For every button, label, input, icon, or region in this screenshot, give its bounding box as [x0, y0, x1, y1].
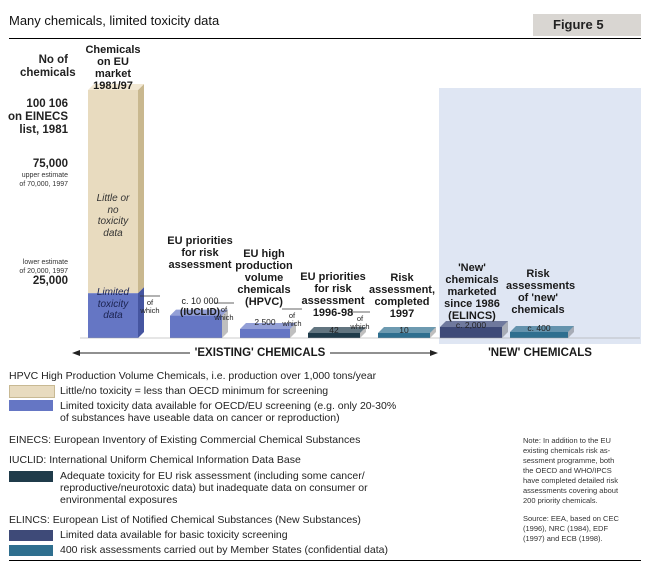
- of-which-label2-1: which: [140, 306, 160, 315]
- of-which-label2-4: which: [350, 322, 370, 331]
- legend-swatch-member: [9, 545, 53, 556]
- legend-swatch-adequate: [9, 471, 53, 482]
- y-axis-title: No of chemicals: [20, 54, 76, 79]
- bar1-limited-label: Limited toxicity data: [96, 287, 130, 321]
- header-bar1: Chemicals on EU market 1981/97: [85, 44, 141, 92]
- arrow-head-left: [72, 350, 80, 356]
- legend-einecs: EINECS: European Inventory of Existing Commercial Chemical Substances: [9, 434, 361, 446]
- label-bar4: 42: [329, 325, 339, 335]
- legend-member: 400 risk assessments carried out by Member States (confidential data): [60, 544, 388, 556]
- chart-title: Many chemicals, limited toxicity data: [9, 13, 220, 28]
- legend-basic: Limited data available for basic toxicity screening: [60, 529, 288, 541]
- group-existing: 'EXISTING' CHEMICALS: [194, 347, 326, 359]
- note-text: Note: In addition to the EU existing chemicals risk as- sessment programme, both the OECD and WHO/IPCS have completed detailed risk assessments covering about 200 priority chemicals.: [523, 436, 619, 505]
- y-tick-25000: 25,000: [32, 275, 68, 287]
- arrow-head-right: [430, 350, 438, 356]
- group-new: 'NEW' CHEMICALS: [488, 347, 592, 359]
- of-which-label-2: of: [220, 305, 228, 314]
- y-label-einecs: 100 106 on EINECS list, 1981: [7, 98, 68, 136]
- header-bar5: Risk assessment, completed 1997: [368, 272, 436, 320]
- legend-elincs: ELINCS: European List of Notified Chemical Substances (New Substances): [9, 514, 361, 526]
- of-which-label-4: of: [356, 314, 364, 323]
- y-tick-75000: 75,000: [32, 158, 68, 170]
- header-bar4: EU priorities for risk assessment 1996-98: [300, 271, 366, 319]
- source-text: Source: EEA, based on CEC (1996), NRC (1984), EDF (1997) and ECB (1998).: [523, 514, 619, 543]
- header-bar3: EU high production volume chemicals (HPVC): [235, 248, 293, 308]
- legend-little: Little/no toxicity = less than OECD minimum for screening: [60, 385, 329, 397]
- of-which-label2-3: which: [282, 319, 302, 328]
- legend-hpvc: HPVC High Production Volume Chemicals, i.e. production over 1,000 tons/year: [9, 370, 377, 382]
- label-bar6: c. 2,000: [455, 320, 487, 330]
- bottom-rule: [9, 560, 641, 561]
- legend-swatch-basic: [9, 530, 53, 541]
- legend-swatch-little: [9, 385, 55, 398]
- legend-adequate: Adequate toxicity for EU risk assessment (including some cancer/ reproductive/neurotoxic data) but inadequate data on consumer or environmental exposures: [60, 470, 368, 506]
- figure-number: Figure 5: [533, 14, 641, 36]
- bar1-little-label: Little or no toxicity data: [96, 193, 130, 239]
- of-which-label-1: of: [146, 298, 154, 307]
- label-bar5: 10: [399, 325, 409, 335]
- header-bar2: EU priorities for risk assessment: [167, 235, 233, 271]
- bar2-value-label: c. 10 000 (IUCLID): [180, 296, 220, 318]
- y-note-lower: lower estimate of 20,000, 1997: [19, 259, 68, 275]
- bar-little-toxicity: [88, 90, 138, 293]
- legend-limited: Limited toxicity data available for OECD/EU screening (e.g. only 20-30% of substances have useable data on cancer or reproduction): [60, 400, 397, 424]
- y-note-upper: upper estimate of 70,000, 1997: [19, 172, 68, 188]
- of-which-label2-2: which: [214, 313, 234, 322]
- bar-3: [240, 329, 290, 338]
- bar-side-little: [138, 84, 144, 293]
- label-bar7: c. 400: [527, 323, 551, 333]
- label-bar3: 2 500: [254, 317, 276, 327]
- legend-swatch-limited: [9, 400, 53, 411]
- header-bar7: Risk assessments of 'new' chemicals: [506, 268, 576, 316]
- legend-iuclid: IUCLID: International Uniform Chemical Information Data Base: [9, 454, 301, 466]
- header-bar6: 'New' chemicals marketed since 1986 (ELINCS): [444, 262, 500, 322]
- of-which-label-3: of: [288, 311, 296, 320]
